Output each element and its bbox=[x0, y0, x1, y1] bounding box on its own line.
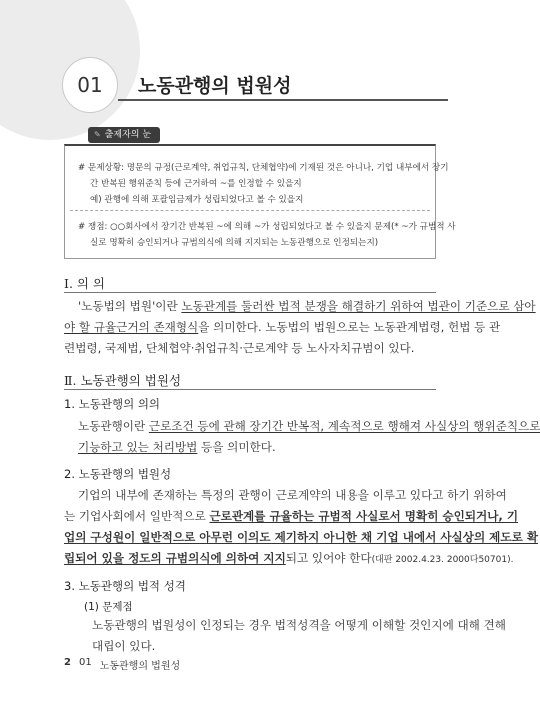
examiner-line: 실로 명확히 승인되거나 규범의식에 의해 지지되는 노동관행으로 인정되는지) bbox=[90, 238, 379, 248]
examiner-divider bbox=[70, 210, 430, 211]
section-heading: Ⅱ. 노동관행의 법원성 bbox=[64, 373, 182, 388]
case-citation: (대판 2002.4.23. 2000다50701). bbox=[371, 555, 514, 565]
text-run: 는 기업사회에서 일반적으로 bbox=[64, 509, 210, 523]
text-run: 등을 의미한다. bbox=[197, 440, 276, 454]
paragraph-line bbox=[64, 338, 414, 359]
section-rule bbox=[64, 389, 436, 390]
paragraph-line bbox=[78, 416, 540, 437]
footer-chapter-title: 노동관행의 법원성 bbox=[99, 661, 181, 672]
paragraph-line bbox=[64, 548, 513, 571]
page-footer bbox=[64, 657, 180, 672]
subsection-heading: 3. 노동관행의 법적 성격 bbox=[64, 579, 186, 593]
title-underline bbox=[118, 99, 448, 101]
subsection-heading: 2. 노동관행의 법원성 bbox=[64, 467, 172, 481]
chapter-header bbox=[0, 0, 500, 128]
page-number: 2 bbox=[64, 657, 71, 668]
paragraph-line bbox=[64, 506, 518, 527]
examiner-tab-label: 출제자의 눈 bbox=[104, 130, 152, 140]
paragraph-line bbox=[64, 527, 538, 548]
chapter-title: 노동관행의 법원성 bbox=[138, 75, 292, 97]
text-run: 기업의 내부에 존재하는 특정의 관행이 근로계약의 내용을 이루고 있다고 하기 위하여 bbox=[78, 488, 507, 502]
paragraph-line bbox=[78, 437, 276, 458]
underlined-text: 립되어 있을 정도의 규범의식에 의하여 지지 bbox=[64, 551, 286, 565]
underlined-text: 기능하고 있는 처리방법 bbox=[78, 440, 198, 454]
section-rule bbox=[64, 292, 436, 293]
subsection-heading: 1. 노동관행의 의의 bbox=[64, 397, 161, 411]
text-run: 되고 있어야 한다 bbox=[285, 551, 372, 565]
examiner-line: 예) 관행에 의해 포괄임금제가 성립되었다고 볼 수 있을지 bbox=[90, 195, 304, 205]
item-heading: (1) 문제점 bbox=[84, 601, 133, 613]
text-run: 을 의미한다. 노동법의 법원으로는 노동관계법령, 헌법 등 관 bbox=[198, 320, 501, 334]
text-run: 노동관행이란 bbox=[78, 419, 149, 433]
paragraph-line: 대립이 있다. bbox=[92, 639, 156, 653]
chapter-number: 01 bbox=[77, 73, 103, 97]
examiner-line: 간 반복된 행위준칙 등에 근거하여 ~를 인정할 수 있을지 bbox=[90, 179, 302, 189]
paragraph-line: 노동관행의 법원성이 인정되는 경우 법적성격을 어떻게 이해할 것인지에 대해 견해 bbox=[92, 618, 506, 632]
paragraph-line bbox=[78, 296, 536, 317]
paragraph-line bbox=[64, 317, 500, 338]
section-heading: Ⅰ. 의 의 bbox=[64, 276, 106, 291]
examiner-line: # 문제상황: 명문의 규정(근로계약, 취업규칙, 단체협약)에 기재된 것은 아니나, 기업 내부에서 장기 bbox=[78, 163, 449, 173]
examiner-tab bbox=[88, 127, 160, 143]
chapter-number-badge bbox=[62, 57, 118, 113]
underlined-text: 노동관계를 둘러싼 법적 분쟁을 해결하기 위하여 법관이 기준으로 삼아 bbox=[181, 299, 536, 313]
underlined-text: 근로관계를 규율하는 규범적 사실로서 명확히 승인되거나, 기 bbox=[209, 509, 519, 523]
underlined-text: 업의 구성원이 일반적으로 아무런 이의도 제기하지 아니한 채 기업 내에서 사실상의 제도로 확 bbox=[64, 530, 539, 544]
underlined-text: 근로조건 등에 관해 장기간 반복적, 계속적으로 행해져 사실상의 행위준칙으로 bbox=[148, 419, 540, 433]
pin-icon: ✎ bbox=[94, 130, 101, 139]
paragraph-line bbox=[78, 485, 507, 506]
footer-chapter-number: 01 bbox=[78, 657, 92, 668]
text-run: 련법령, 국제법, 단체협약·취업규칙·근로계약 등 노사자치규범이 있다. bbox=[64, 341, 415, 355]
examiner-line: # 쟁점: ○○회사에서 장기간 반복된 ~에 의해 ~가 성립되었다고 볼 수 있을지 문제(* ~가 규범적 사 bbox=[78, 222, 456, 232]
underlined-text: 야 할 규율근거의 존재형식 bbox=[64, 320, 199, 334]
text-run: '노동법의 법원'이란 bbox=[78, 299, 182, 313]
